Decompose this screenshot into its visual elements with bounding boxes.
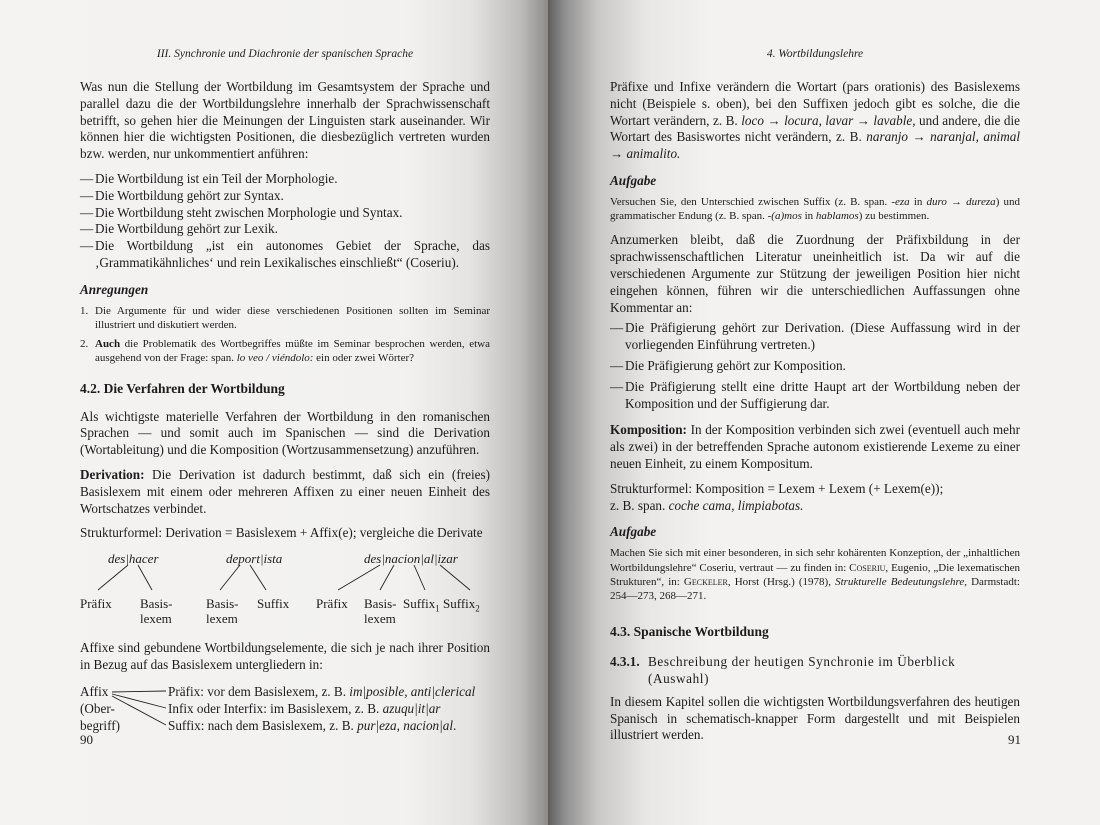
aufgabe-text: ) zu bestimmen. [858,210,930,223]
subsection-heading-4-3-1 [610,654,1020,688]
aufgabe-heading: Aufgabe [610,172,657,188]
anregungen-heading: Anregungen [80,281,149,297]
derivation-term: Derivation: [80,466,145,482]
item-number: 1. [80,304,89,317]
strukturformel-komposition [610,481,1020,515]
section-heading-4-2: 4.2. Die Verfahren der Wortbildung [80,380,285,396]
list-item: — Die Präfigierung gehört zur Derivation. (Diese Auffassung wird in der vorliegenden Einführung vertreten.) [610,320,1020,354]
list-item [80,304,490,332]
affix-oberbegriff: (Ober- [80,700,115,716]
example-text: -(a)mos [767,210,802,223]
aufgabe-text: in [909,195,927,208]
left-page-column [80,46,490,742]
right-running-head: 4. Wortbildungslehre [766,48,864,60]
affix-suffix-line [168,718,456,735]
aufgabe-2-text [610,546,1020,603]
suffix-text: Suffix [443,596,476,612]
diagram-label-basis: Basis- [364,596,397,612]
item-text: die Problematik des Wortbegriffes müßte im Seminar besprochen werden, etwa ausgehend von der Frage: span. [95,338,490,365]
right-page-column [610,46,1020,744]
example-text: duro → dureza [926,195,996,208]
list-item: — Die Wortbildung gehört zur Syntax. [80,188,490,205]
example-text: naranjo → naranjal, animal → animalito. [610,129,1020,162]
komposition-text: In der Komposition verbinden sich zwei (eventuell auch mehr als zwei) in der betreffenden Sprache autonom existierende Lexeme zu einer neuen Einheit, zu einem Kompositum. [610,422,1020,471]
diagram-label-lexem: lexem [140,611,172,627]
affix-text: Infix oder Interfix: im Basislexem, z. B. [168,700,383,716]
aufgabe-text: , Eugenio, „Die lexematischen Strukturen“, in: [610,561,1020,588]
positions-list [80,171,490,272]
affix-example: pur|eza, nacion|al [357,717,454,733]
list-item: — Die Wortbildung ist ein Teil der Morphologie. [80,171,490,188]
aufgabe-text: , Darmstadt: 254—273, 268—271. [610,575,1020,602]
paragraph-text: und andere, die die Wortart des Basiswortes nicht verändern, z. B. [610,112,1020,145]
item-text: Die Argumente für und wider diese verschiedenen Positionen sollten im Seminar illustriert und diskutiert werden. [95,304,490,331]
komposition-paragraph [610,422,1020,472]
anzumerken-paragraph: Anzumerken bleibt, daß die Zuordnung der Präfixbildung in der sprachwissenschaftlichen Literatur uneinheitlich ist. Da wir auf die verschiedenen Argumente zur Stützung der jeweiligen Position hier nicht eingehen können, führen wir die unterschiedlichen Auffassungen ohne Kommentar an: [610,232,1020,315]
affix-oberbegriff: begriff) [80,717,121,733]
suffix-subscript: 1 [435,603,440,614]
affixe-paragraph: Affixe sind gebundene Wortbildungselemente, die sich je nach ihrer Position in Bezug auf das Basislexem untergliedern in: [80,640,490,672]
affix-text: Präfix: vor dem Basislexem, z. B. [168,683,350,699]
intro-paragraph: Was nun die Stellung der Wortbildung im Gesamtsystem der Sprache und parallel dazu die der Wortbildungslehre innerhalb der Sprachwissenschaft betrifft, so gehen hier die Meinungen der Linguisten stark auseinander. Wir können hier die wichtigsten Positionen, die diesbezüglich vertreten wurden bzw. werden, nur unkommentiert anführen: [80,79,490,162]
praefixe-paragraph [610,79,1020,163]
affix-infix-line [168,701,440,718]
item-text: ein oder zwei Wörter? [313,352,415,365]
verfahren-paragraph: Als wichtigste materielle Verfahren der Wortbildung in den romanischen Sprachen — und somit auch im Spanischen — sind die Derivation (Wortableitung) und die Komposition (Wortzusammensetzung) anzuführen. [80,408,490,458]
derivation-text: Die Derivation ist dadurch bestimmt, daß sich ein (freies) Basislexem mit einem oder mehreren Affixen zu einer neuen Einheit des Wortschatzes verbindet. [80,466,490,516]
suffix-subscript: 2 [475,603,480,614]
example-text: hablamos [815,210,859,223]
aufgabe-text: , Horst (Hrsg.) (1978), [727,575,836,588]
diagram-label-basis: Basis- [206,596,239,612]
diagram-label-suffix: Suffix [257,596,290,612]
diagram-label-suffix-1 [403,596,440,617]
left-page [0,0,548,825]
page-number-right: 91 [1008,732,1021,747]
subsection-title: Beschreibung der heutigen Synchronie im Überblick (Auswahl) [648,654,956,686]
book-title: Strukturelle Bedeutungslehre [835,575,965,588]
item-bold: Auch [95,338,121,351]
kapitel-paragraph: In diesem Kapitel sollen die wichtigsten Wortbildungsverfahren des heutigen Spanisch in schematisch-knapper Form dargestellt und mit Beispielen illustriert werden. [610,693,1020,743]
list-item: — Die Wortbildung gehört zur Lexik. [80,221,490,238]
affix-praefix-line [168,684,475,701]
formula-text: Strukturformel: Komposition = Lexem + Lexem (+ Lexem(e)); [610,480,944,496]
list-item: — Die Wortbildung „ist ein autonomes Gebiet der Sprache, das ‚Grammatikähnliches‘ und rein Lexikalisches einschließt“ (Coseriu). [80,238,490,272]
right-page [548,0,1100,825]
derivation-paragraph [80,467,490,517]
diagram-label-basis: Basis- [140,596,173,612]
formula-text: z. B. span. [610,497,669,513]
example-text: -eza [891,195,910,208]
aufgabe-text: Machen Sie sich mit einer besonderen, in sich sehr kohärenten Konzeption, der „inhaltlichen Wortbildungslehre“ Coseriu, vertraut — zu finden in: [610,547,1020,574]
list-item [80,337,490,365]
item-number: 2. [80,338,89,351]
aufgabe-1-text [610,195,1020,223]
affix-text: . [453,717,457,733]
list-item: — Die Präfigierung gehört zur Komposition. [610,358,1020,375]
list-item: — Die Wortbildung steht zwischen Morphologie und Syntax. [80,205,490,222]
suffix-text: Suffix [403,596,436,612]
aufgabe-text: ) und grammatischer Endung (z. B. span. [610,195,1020,223]
diagram-label-lexem: lexem [206,611,238,627]
derivation-diagram [80,552,490,634]
diagram-word-deportista: deport|ista [226,551,283,567]
affix-label: Affix [80,683,109,699]
subsection-number: 4.3.1. [610,654,640,670]
paragraph-text: Präfixe und Infixe verändern die Wortart (pars orationis) des Basislexems nicht (Beispiele s. oben), bei den Suffixen jedoch gibt es solche, die die Wortart verändern, z. B. [610,79,1020,128]
auffassungen-list [610,320,1020,412]
anregungen-list [80,304,490,366]
affix-example: im|posible, anti|clerical [349,683,476,699]
author-name: Geckeler [683,575,728,588]
example-text: loco → locura, lavar → lavable, [741,112,916,128]
diagram-word-desnacionalizar: des|nacion|al|izar [364,551,458,567]
diagram-word-deshacer: des|hacer [108,551,159,567]
affix-example: azuqu|it|ar [382,700,441,716]
komposition-term: Komposition: [610,422,687,438]
left-running-head: III. Synchronie und Diachronie der spanischen Sprache [156,48,414,60]
aufgabe-text: in [801,210,816,223]
author-name: Coseriu [849,561,886,574]
aufgabe-heading: Aufgabe [610,524,657,540]
page-number-left: 90 [80,732,93,747]
affix-scheme [80,684,490,742]
affix-text: Suffix: nach dem Basislexem, z. B. [168,717,358,733]
strukturformel-derivation: Strukturformel: Derivation = Basislexem + Affix(e); vergleiche die Derivate [80,525,483,541]
diagram-label-lexem: lexem [364,611,396,627]
list-item: — Die Präfigierung stellt eine dritte Haupt art der Wortbildung neben der Komposition und der Suffigierung dar. [610,379,1020,413]
item-example: lo veo / viéndolo: [236,352,314,365]
section-heading-4-3: 4.3. Spanische Wortbildung [610,624,769,640]
example-text: coche cama, limpiabotas. [668,497,804,513]
diagram-label-praefix: Präfix [316,596,348,612]
aufgabe-text: Versuchen Sie, den Unterschied zwischen Suffix (z. B. span. [610,195,892,208]
diagram-label-praefix: Präfix [80,596,112,612]
diagram-label-suffix-2 [443,596,480,617]
